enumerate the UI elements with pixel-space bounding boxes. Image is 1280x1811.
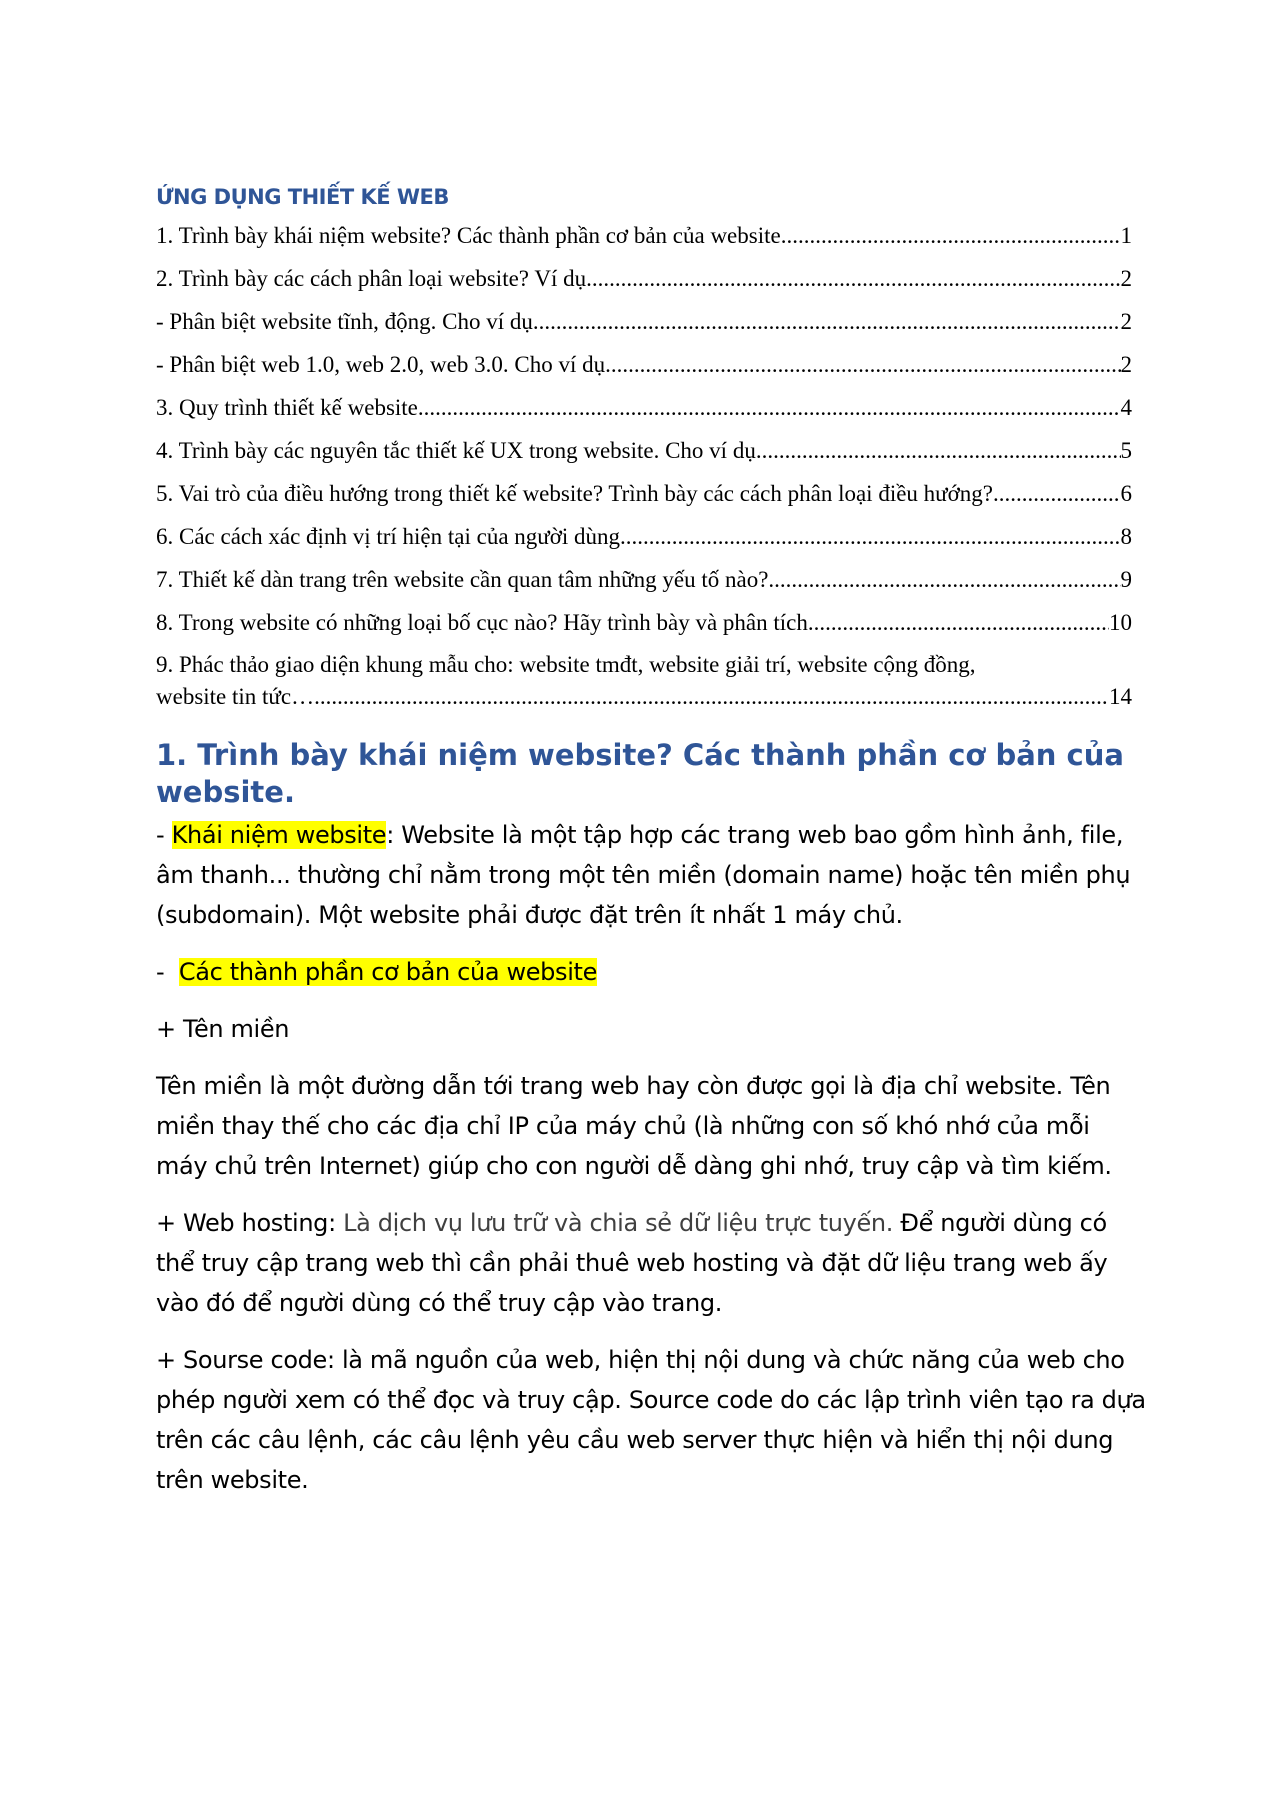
toc-entry-text: 7. Thiết kế dàn trang trên website cần quan tâm những yếu tố nào? (156, 567, 769, 592)
toc-entry[interactable] (156, 472, 1132, 515)
toc-entry-text: - Phân biệt web 1.0, web 2.0, web 3.0. Cho ví dụ. (156, 352, 611, 377)
toc-leader (768, 558, 1120, 601)
toc-leader (533, 300, 1121, 343)
toc-entry[interactable] (156, 429, 1132, 472)
concept-highlight: Khái niệm website (171, 821, 387, 849)
toc-page-number: 2 (1120, 352, 1132, 377)
toc-entry-text: 6. Các cách xác định vị trí hiện tại của người dùng. (156, 524, 626, 549)
toc-page-number: 9 (1120, 567, 1132, 592)
toc-page-number: 2 (1120, 266, 1132, 291)
toc-entry[interactable] (156, 343, 1132, 386)
toc-title: ỨNG DỤNG THIẾT KẾ WEB (156, 185, 449, 209)
toc-entry-text-line1: 9. Phác thảo giao diện khung mẫu cho: website tmđt, website giải trí, website cộng đồng, (156, 652, 976, 677)
toc-entry[interactable] (156, 515, 1132, 558)
toc-leader (762, 429, 1121, 472)
bullet-dash: - (156, 958, 179, 986)
toc-page-number: 4 (1120, 395, 1132, 420)
toc-entry-text: 2. Trình bày các cách phân loại website? Ví dụ. (156, 266, 592, 291)
components-paragraph (156, 952, 1146, 992)
toc-entry[interactable] (156, 257, 1132, 300)
concept-paragraph (156, 815, 1146, 935)
toc-entry[interactable] (156, 558, 1132, 601)
toc-page-number: 2 (1120, 309, 1132, 334)
toc-leader (314, 681, 1109, 713)
toc-page-number: 8 (1120, 524, 1132, 549)
toc-leader (786, 214, 1120, 257)
toc-leader (592, 257, 1121, 300)
toc-entry-text-line2: website tin tức… (156, 684, 315, 709)
toc-entry-text: 3. Quy trình thiết kế website. (156, 395, 424, 420)
toc-entry-text: 4. Trình bày các nguyên tắc thiết kế UX trong website. Cho ví dụ. (156, 438, 762, 463)
hosting-text: Để người dùng có thể truy cập trang web thì cần phải thuê web hosting và đặt dữ liệu trang web ấy vào đó để người dùng có thể truy cập vào trang. (156, 1209, 1108, 1317)
toc-page-number: 5 (1120, 438, 1132, 463)
section-body (156, 815, 1146, 1517)
hosting-label: + Web hosting: (156, 1209, 344, 1237)
toc-entry[interactable] (156, 300, 1132, 343)
domain-title: + Tên miền (156, 1015, 290, 1043)
toc-entry-text: 1. Trình bày khái niệm website? Các thành phần cơ bản của website. (156, 223, 787, 248)
source-code-paragraph: + Sourse code: là mã nguồn của web, hiện thị nội dung và chức năng của web cho phép người xem có thể đọc và truy cập. Source code do các lập trình viên tạo ra dựa trên các câu lệnh, các câu lệnh yêu cầu web server thực hiện và hiển thị nội dung trên website. (156, 1346, 1146, 1494)
toc-entry-text: - Phân biệt website tĩnh, động. Cho ví dụ (156, 309, 533, 334)
toc-page-number: 6 (1120, 481, 1132, 506)
hosting-definition: Là dịch vụ lưu trữ và chia sẻ dữ liệu trực tuyến. (343, 1209, 894, 1237)
bullet-dash: - (156, 821, 172, 849)
toc-entry[interactable] (156, 649, 1132, 713)
section-heading: 1. Trình bày khái niệm website? Các thành phần cơ bản của website. (156, 738, 1124, 809)
toc-leader (999, 472, 1121, 515)
toc-entry[interactable] (156, 214, 1132, 257)
toc-entry[interactable] (156, 601, 1132, 644)
toc-page-number: 1 (1120, 223, 1132, 248)
toc-entry[interactable] (156, 386, 1132, 429)
table-of-contents (156, 214, 1132, 713)
toc-leader (626, 515, 1121, 558)
concept-text: : Website là một tập hợp các trang web bao gồm hình ảnh, file, âm thanh... thường chỉ nằm trong một tên miền (domain name) hoặc tên miền phụ (subdomain). Một website phải được đặt trên ít nhất 1 máy chủ. (156, 821, 1131, 929)
toc-entry-text: 8. Trong website có những loại bố cục nào? Hãy trình bày và phân tích (156, 610, 808, 635)
toc-entry-text: 5. Vai trò của điều hướng trong thiết kế website? Trình bày các cách phân loại điều hướng?. (156, 481, 999, 506)
hosting-paragraph (156, 1203, 1146, 1323)
toc-leader (611, 343, 1121, 386)
domain-paragraph: Tên miền là một đường dẫn tới trang web hay còn được gọi là địa chỉ website. Tên miền thay thế cho các địa chỉ IP của máy chủ (là những con số khó nhớ của mỗi máy chủ trên Internet) giúp cho con người dễ dàng ghi nhớ, truy cập và tìm kiếm. (156, 1072, 1112, 1180)
toc-page-number: 10 (1109, 610, 1132, 635)
toc-leader (424, 386, 1121, 429)
toc-leader (808, 601, 1109, 644)
components-highlight: Các thành phần cơ bản của website (178, 958, 597, 986)
toc-page-number: 14 (1109, 684, 1132, 709)
